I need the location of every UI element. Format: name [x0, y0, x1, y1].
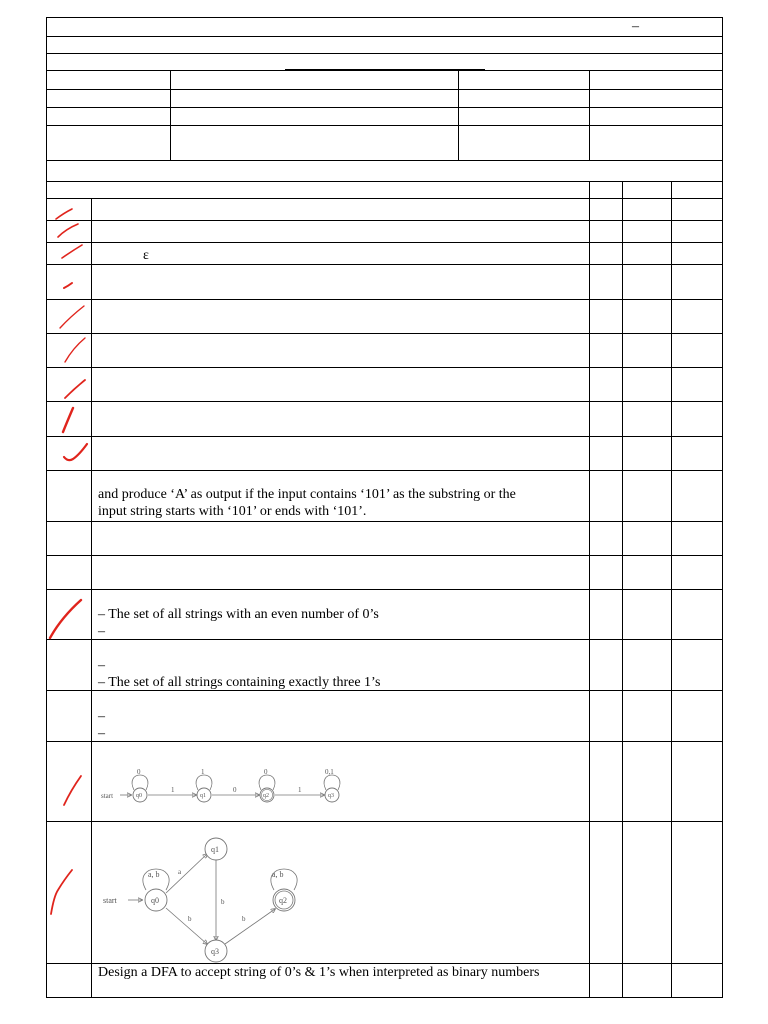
q15-text-line2: – — [98, 726, 105, 741]
q14-text-line2: – The set of all strings containing exactly three 1’s — [98, 675, 381, 690]
state-label: q1 — [200, 793, 206, 799]
state-label: q0 — [151, 896, 159, 905]
row-line — [46, 470, 723, 471]
border-right — [722, 17, 723, 998]
state-label: q1 — [211, 845, 219, 854]
check-mark-icon — [48, 864, 78, 918]
row-line — [46, 639, 723, 640]
edge-label: 1 — [171, 786, 175, 794]
q10-text-line1: and produce ‘A’ as output if the input contains ‘101’ as the substring or the — [98, 487, 516, 502]
loop-label: 1 — [201, 768, 205, 776]
start-label: start — [103, 896, 117, 905]
q15-text-line1: – — [98, 709, 105, 724]
state-label: q3 — [211, 947, 219, 956]
edge-label: b — [221, 898, 225, 906]
header-line — [46, 160, 723, 161]
row-line — [46, 299, 723, 300]
row-line — [46, 242, 723, 243]
q13-text-line1: – The set of all strings with an even number of 0’s — [98, 607, 379, 622]
row-line — [46, 367, 723, 368]
state-label: q2 — [263, 793, 269, 799]
border-top — [46, 17, 723, 18]
header-line — [46, 89, 723, 90]
row-line — [46, 963, 723, 964]
q10-text-line2: input string starts with ‘101’ or ends with ‘101’. — [98, 504, 367, 519]
state-label: q0 — [136, 793, 142, 799]
state-label: q3 — [328, 793, 334, 799]
edge-label: b — [188, 915, 192, 923]
loop-label: 0 — [137, 768, 141, 776]
edge-label: 1 — [298, 786, 302, 794]
transition-edge — [225, 909, 275, 944]
edge-label: b — [242, 915, 246, 923]
edge-label: a — [178, 868, 182, 876]
row-line — [46, 264, 723, 265]
edge-label: 0 — [233, 786, 237, 794]
row-line — [46, 555, 723, 556]
row-line — [46, 220, 723, 221]
title-underline — [285, 69, 485, 70]
loop-label: 0 — [264, 768, 268, 776]
q18-text: Design a DFA to accept string of 0’s & 1’s when interpreted as binary numbers — [98, 965, 540, 980]
row-line — [46, 333, 723, 334]
check-mark-icon — [47, 596, 87, 646]
border-left — [46, 17, 47, 998]
info-col — [170, 70, 171, 161]
q13-text-line2: – — [98, 624, 105, 639]
header-line — [46, 53, 723, 54]
row-line — [46, 589, 723, 590]
header-dash: – — [632, 19, 639, 34]
header-line — [46, 107, 723, 108]
q14-text-line1: – — [98, 658, 105, 673]
transition-edge — [166, 854, 207, 893]
header-line — [46, 36, 723, 37]
row-line — [46, 436, 723, 437]
start-label: start — [101, 792, 114, 800]
loop-label: 0,1 — [325, 768, 334, 776]
dfa-diagram-2 — [98, 832, 328, 962]
state-label: q2 — [279, 896, 287, 905]
info-col — [589, 70, 590, 161]
dfa-diagram-1 — [98, 764, 358, 814]
row-line — [46, 521, 723, 522]
header-line — [46, 125, 723, 126]
info-col — [458, 70, 459, 161]
epsilon-symbol: ε — [143, 248, 149, 263]
check-mark-icon — [55, 336, 95, 466]
row-line — [46, 401, 723, 402]
row-line — [46, 821, 723, 822]
check-mark-icon — [61, 772, 91, 812]
loop-label: a, b — [148, 870, 160, 879]
transition-edge — [166, 908, 207, 944]
loop-label: a, b — [272, 870, 284, 879]
header-line — [46, 70, 723, 71]
row-line — [46, 741, 723, 742]
